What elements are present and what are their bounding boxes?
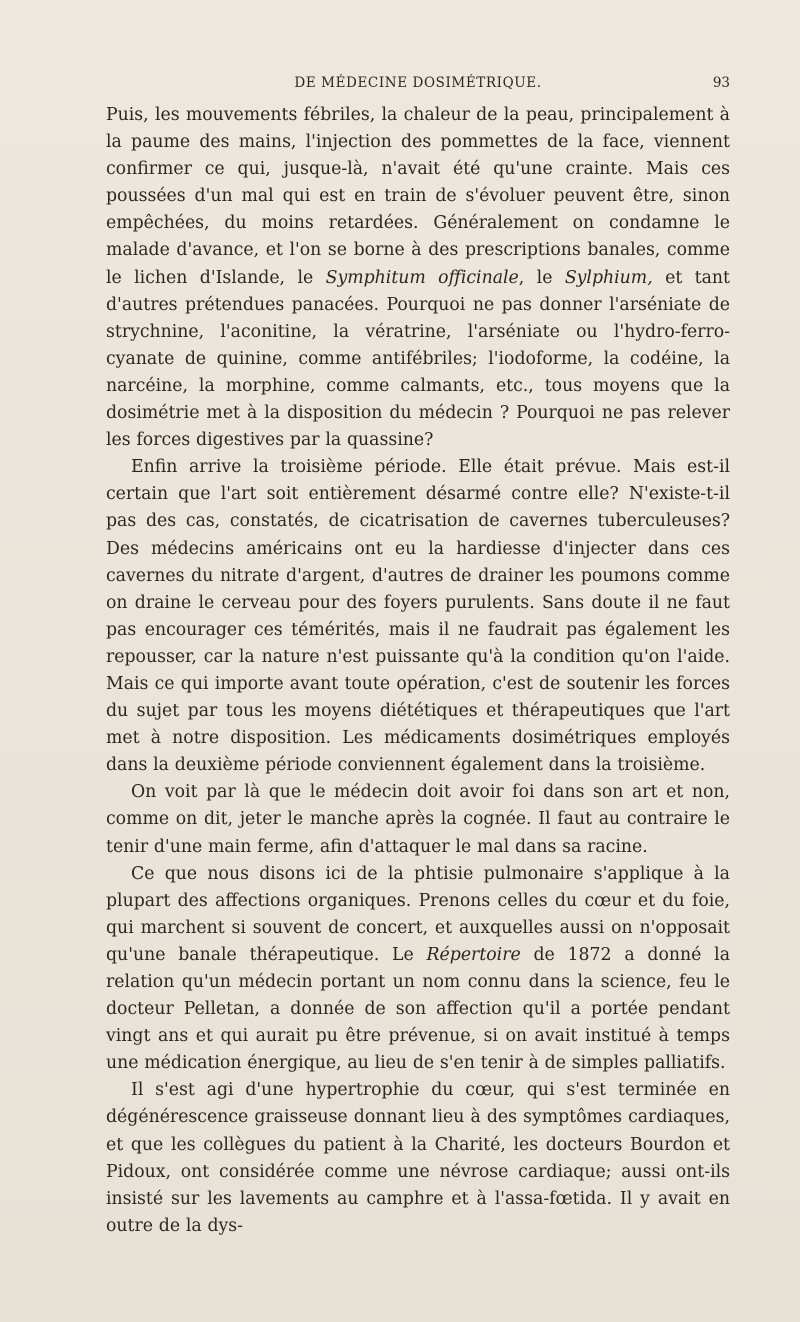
- italic-term: Sylphium,: [564, 267, 653, 288]
- paragraph-third-period: Enfin arrive la troisième période. Elle était prévue. Mais est-il certain que l'art soit entièrement désarmé contre elle? N'existe-t-il pas des cas, constatés, de cicatrisation de cavernes tuberculeuses? Des médecins américains ont eu la hardiesse d'injecter dans ces cavernes du nitrate d'argent, d'autres de drainer les poumons comme on draine le cerveau pour des foyers purulents. Sans doute il ne faut pas encourager ces témérités, mais il ne faudrait pas également les repousser, car la nature n'est puissante qu'à la condition qu'on l'aide. Mais ce qui importe avant toute opération, c'est de soutenir les forces du sujet par tous les moyens diététiques et thérapeutiques que l'art met à notre disposition. Les médicaments dosimétriques employés dans la deuxième période conviennent également dans la troisième.: [106, 457, 730, 776]
- paragraph-hypertrophy-case: Il s'est agi d'une hypertrophie du cœur, qui s'est terminée en dégénérescence graisseuse donnant lieu à des symptômes cardiaques, et que les collègues du patient à la Charité, les docteurs Bourdon et Pidoux, ont considérée comme une névrose cardiaque; aussi ont-ils insisté sur les lavements au camphre et à l'assa-fœtida. Il y avait en outre de la dys-: [106, 1080, 730, 1236]
- paragraph-text: de 1872 a donné la relation qu'un médecin portant un nom connu dans la science, feu le docteur Pelletan, a donnée de son affection qu'il a portée pendant vingt ans et qui aurait pu être prévenue, si on avait institué à temps une médication énergique, au lieu de s'en tenir à de simples palliatifs.: [106, 944, 730, 1074]
- paragraph-text: Ce que nous disons ici de la phtisie pulmonaire s'applique à la plupart des affections organiques. Prenons celles du cœur et du foie, qui marchent si souvent de concert, et auxquelles aussi on n'opposait qu'une banale thérapeutique. Le: [106, 863, 730, 965]
- body-text: [106, 102, 730, 1240]
- paragraph-organic-affections: [106, 861, 730, 1078]
- paragraph-text: , le: [518, 267, 565, 288]
- page-number: 93: [712, 75, 730, 91]
- running-head: [106, 73, 730, 95]
- running-title: DE MÉDECINE DOSIMÉTRIQUE.: [294, 75, 542, 91]
- paragraph-fever-treatment: [106, 102, 730, 454]
- italic-term: Symphitum officinale: [325, 267, 519, 288]
- italic-term: Répertoire: [426, 944, 521, 965]
- paragraph-text: et tant d'autres prétendues panacées. Pourquoi ne pas donner l'arséniate de strychnine, l'aconitine, la vératrine, l'arséniate ou l'hydro-ferro-cyanate de quinine, comme antifébriles; l'iodoforme, la codéine, la narcéine, la morphine, comme calmants, etc., tous moyens que la dosimétrie met à la disposition du médecin ? Pourquoi ne pas relever les forces digestives par la quassine?: [106, 267, 730, 451]
- paragraph-text: Puis, les mouvements fébriles, la chaleur de la peau, principalement à la paume des mains, l'injection des pommettes de la face, viennent confirmer ce qui, jusque-là, n'avait été qu'une crainte. Mais ces poussées d'un mal qui est en train de s'évoluer peuvent être, sinon empêchées, du moins retardées. Généralement on condamne le malade d'avance, et l'on se borne à des prescriptions banales, comme le lichen d'Islande, le: [106, 105, 730, 288]
- paragraph-faith-in-art: On voit par là que le médecin doit avoir foi dans son art et non, comme on dit, jeter le manche après la cognée. Il faut au contraire le tenir d'une main ferme, afin d'attaquer le mal dans sa racine.: [106, 782, 730, 857]
